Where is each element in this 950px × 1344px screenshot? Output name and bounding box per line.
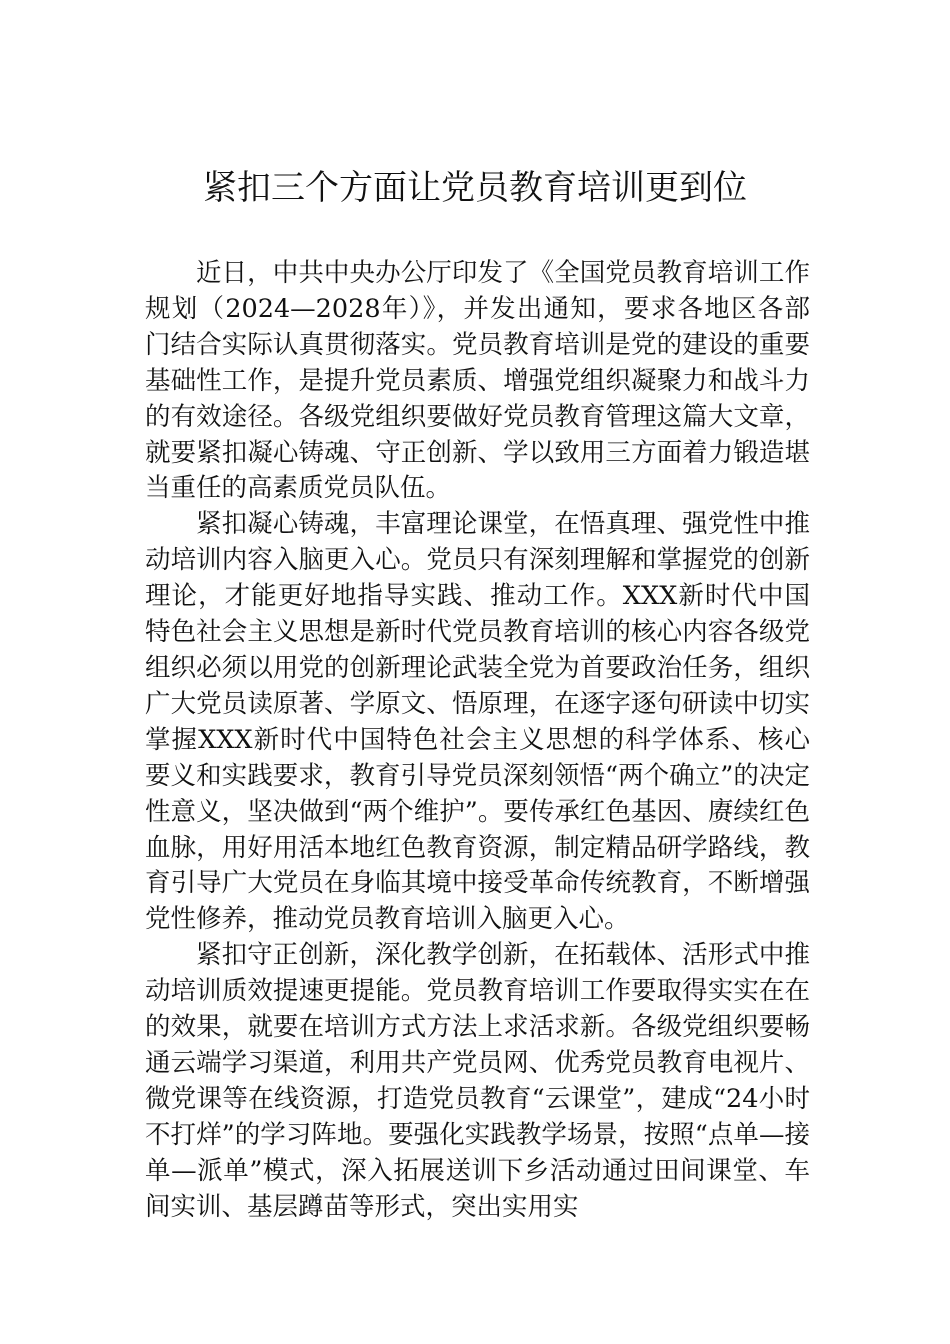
document-body bbox=[145, 256, 810, 1225]
paragraph-3: 紧扣守正创新，深化教学创新，在拓载体、活形式中推动培训质效提速更提能。党员教育培训工作要取得实实在在的效果，就要在培训方式方法上求活求新。各级党组织要畅通云端学习渠道，利用共产党员网、优秀党员教育电视片、微党课等在线资源，打造党员教育“云课堂”，建成“24小时不打烊”的学习阵地。要强化实践教学场景，按照“点单—接单—派单”模式，深入拓展送训下乡活动通过田间课堂、车间实训、基层蹲苗等形式，突出实用实 bbox=[145, 940, 810, 1222]
paragraph-2: 紧扣凝心铸魂，丰富理论课堂，在悟真理、强党性中推动培训内容入脑更入心。党员只有深刻理解和掌握党的创新理论，才能更好地指导实践、推动工作。XXX新时代中国特色社会主义思想是新时代党员教育培训的核心内容各级党组织必须以用党的创新理论武装全党为首要政治任务，组织广大党员读原著、学原文、悟原理，在逐字逐句研读中切实掌握XXX新时代中国特色社会主义思想的科学体系、核心要义和实践要求，教育引导党员深刻领悟“两个确立”的决定性意义，坚决做到“两个维护”。要传承红色基因、赓续红色血脉，用好用活本地红色教育资源，制定精品研学路线，教育引导广大党员在身临其境中接受革命传统教育，不断增强党性修养，推动党员教育培训入脑更入心。 bbox=[145, 509, 810, 935]
paragraph-1: 近日，中共中央办公厅印发了《全国党员教育培训工作规划（2024—2028年）》，并发出通知，要求各地区各部门结合实际认真贯彻落实。党员教育培训是党的建设的重要基础性工作，是提升党员素质、增强党组织凝聚力和战斗力的有效途径。各级党组织要做好党员教育管理这篇大文章，就要紧扣凝心铸魂、守正创新、学以致用三方面着力锻造堪当重任的高素质党员队伍。 bbox=[145, 258, 810, 504]
document-title: 紧扣三个方面让党员教育培训更到位 bbox=[203, 168, 747, 208]
